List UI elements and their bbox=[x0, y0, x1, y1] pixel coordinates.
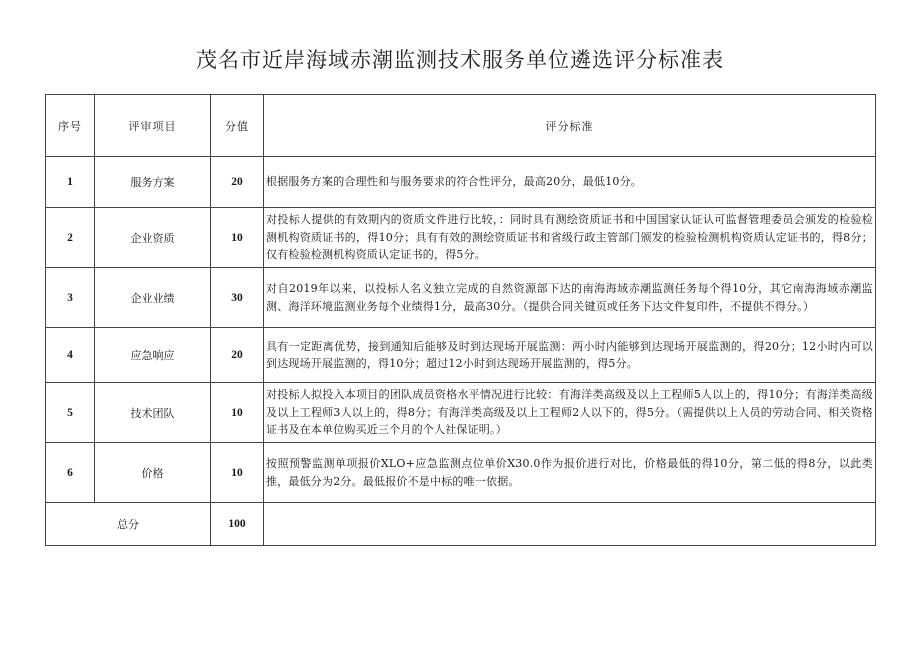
table-row bbox=[46, 268, 876, 328]
table-row bbox=[46, 443, 876, 503]
row-criteria: 对自2019年以来，以投标人名义独立完成的自然资源部下达的南海海域赤潮监测任务每个得10分，其它南海海域赤潮监测、海洋环境监测业务每个业绩得1分，最高30分。（提供合同关键页或任务下达文件复印件，不提供不得分。） bbox=[264, 268, 876, 328]
row-criteria: 对投标人提供的有效期内的资质文件进行比较，：同时具有测绘资质证书和中国国家认证认可监督管理委员会颁发的检验检测机构资质证书的，得10分；具有有效的测绘资质证书和省级行政主管部门颁发的检验检测机构资质认定证书的，得8分；仅有检验检测机构资质认定证书的，得5分。 bbox=[264, 208, 876, 268]
row-item: 价格 bbox=[95, 443, 211, 503]
row-no: 3 bbox=[46, 268, 95, 328]
total-criteria bbox=[264, 503, 876, 546]
total-label: 总分 bbox=[46, 503, 211, 546]
row-no: 4 bbox=[46, 328, 95, 383]
table-row bbox=[46, 208, 876, 268]
row-item: 技术团队 bbox=[95, 383, 211, 443]
row-criteria: 对投标人拟投入本项目的团队成员资格水平情况进行比较：有海洋类高级及以上工程师5人以上的，得10分；有海洋类高级及以上工程师3人以上的，得8分；有海洋类高级及以上工程师2人以下的，得5分。（需提供以上人员的劳动合同、相关资格证书及在本单位购买近三个月的个人社保证明。） bbox=[264, 383, 876, 443]
scoring-table bbox=[45, 94, 876, 546]
header-score: 分值 bbox=[211, 95, 264, 157]
row-item: 服务方案 bbox=[95, 157, 211, 208]
document-title: 茂名市近岸海域赤潮监测技术服务单位遴选评分标准表 bbox=[196, 48, 724, 72]
row-score: 10 bbox=[211, 383, 264, 443]
row-no: 6 bbox=[46, 443, 95, 503]
table-row bbox=[46, 157, 876, 208]
header-no: 序号 bbox=[46, 95, 95, 157]
table-row bbox=[46, 383, 876, 443]
row-no: 5 bbox=[46, 383, 95, 443]
header-item: 评审项目 bbox=[95, 95, 211, 157]
header-criteria: 评分标准 bbox=[264, 95, 876, 157]
table-row bbox=[46, 328, 876, 383]
row-item: 企业业绩 bbox=[95, 268, 211, 328]
total-row bbox=[46, 503, 876, 546]
row-score: 10 bbox=[211, 208, 264, 268]
row-item: 企业资质 bbox=[95, 208, 211, 268]
row-criteria: 具有一定距离优势，接到通知后能够及时到达现场开展监测：两小时内能够到达现场开展监测的，得20分；12小时内可以到达现场开展监测的，得10分；超过12小时到达现场开展监测的，得5分。 bbox=[264, 328, 876, 383]
row-criteria: 按照预警监测单项报价XLO+应急监测点位单价X30.0作为报价进行对比，价格最低的得10分，第二低的得8分，以此类推，最低分为2分。最低报价不是中标的唯一依据。 bbox=[264, 443, 876, 503]
row-score: 30 bbox=[211, 268, 264, 328]
table-header-row bbox=[46, 95, 876, 157]
row-criteria: 根据服务方案的合理性和与服务要求的符合性评分，最高20分，最低10分。 bbox=[264, 157, 876, 208]
row-no: 1 bbox=[46, 157, 95, 208]
row-score: 20 bbox=[211, 328, 264, 383]
total-score: 100 bbox=[211, 503, 264, 546]
row-no: 2 bbox=[46, 208, 95, 268]
row-score: 20 bbox=[211, 157, 264, 208]
row-score: 10 bbox=[211, 443, 264, 503]
row-item: 应急响应 bbox=[95, 328, 211, 383]
